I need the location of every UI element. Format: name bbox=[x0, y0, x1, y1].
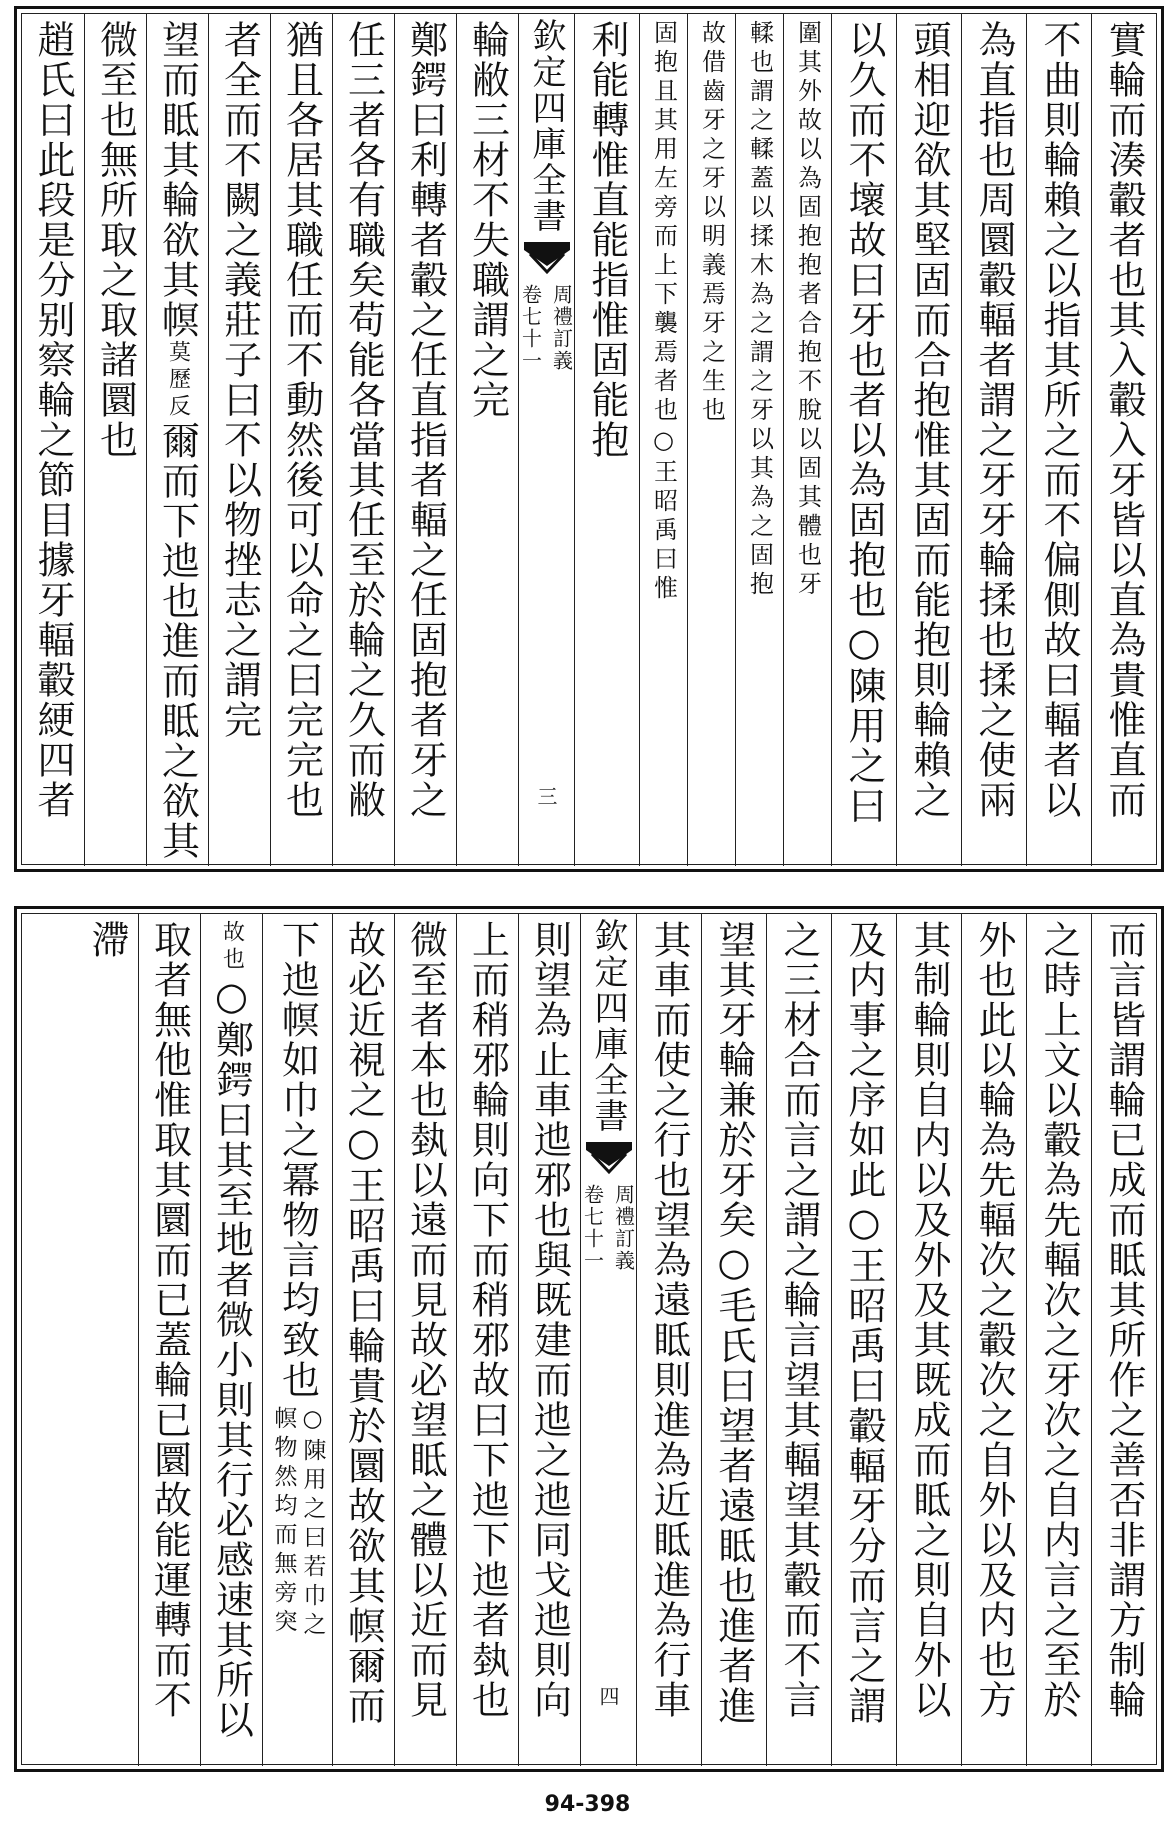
column-text: 取者無他惟取其圜而已蓋輪已圜故能運轉而不 bbox=[147, 920, 192, 1720]
book-title: 欽定四庫全書 bbox=[526, 18, 566, 234]
page-number: 四 bbox=[596, 1686, 620, 1706]
text-column bbox=[701, 914, 766, 1766]
text-column bbox=[200, 914, 262, 1766]
text-column bbox=[146, 14, 208, 866]
annotation-column bbox=[735, 14, 783, 866]
text-column bbox=[896, 14, 961, 866]
text-column bbox=[262, 914, 332, 1766]
text-column bbox=[22, 14, 84, 866]
column-text: 下迆幎如巾之冪物言均致也 bbox=[275, 920, 320, 1400]
volume-label: 卷七十一 bbox=[580, 1184, 605, 1272]
column-text: 利能轉惟直能指惟固能抱 bbox=[585, 20, 629, 460]
column-text: 之時上文以轂為先輻次之牙次之自内言之至於 bbox=[1037, 920, 1081, 1720]
header-subtitle bbox=[579, 1184, 639, 1272]
text-column bbox=[961, 914, 1026, 1766]
text-column bbox=[1026, 14, 1091, 866]
text-column bbox=[1026, 914, 1091, 1766]
text-column bbox=[76, 914, 138, 1766]
page-number: 三 bbox=[534, 786, 558, 806]
column-text: 及内事之序如此○王昭禹曰轂輻牙分而言之謂 bbox=[842, 920, 886, 1726]
fish-tail-mark-icon bbox=[524, 242, 570, 276]
column-text: 望而眡其輪欲其幎 bbox=[155, 20, 200, 340]
column-text: 之三材合而言之謂之輪言望其輻望其轂而不言 bbox=[777, 920, 821, 1720]
text-column bbox=[394, 14, 456, 866]
annotation-column bbox=[639, 14, 687, 866]
column-text: 而言皆謂輪已成而眡其所作之善否非謂方制輪 bbox=[1102, 920, 1146, 1720]
annotation-text: 幎物然均而無旁突 bbox=[270, 1406, 297, 1638]
annotation-text: ○陳用之曰若巾之 bbox=[299, 1406, 326, 1641]
text-column bbox=[1091, 14, 1156, 866]
annotation-text: 固抱且其用左旁而上下襲焉者也○王昭禹曰惟 bbox=[649, 20, 678, 604]
column-text: 其制輪則自内以及外及其既成而眡之則自外以 bbox=[907, 920, 951, 1720]
annotation-text: 故借齒牙之牙以明義焉牙之生也 bbox=[697, 20, 726, 426]
column-text: 外也此以輪為先輻次之轂次之自外以及内也方 bbox=[972, 920, 1016, 1720]
text-column bbox=[1091, 914, 1156, 1766]
annotation-text: 圍其外故以為固抱抱者合抱不脫以固其體也牙 bbox=[793, 20, 822, 600]
column-text: 趙氏曰此段是分别察輪之節目據牙輻轂綆四者 bbox=[31, 20, 75, 820]
column-text: 實輪而湊轂者也其入轂入牙皆以直為貴惟直而 bbox=[1102, 20, 1146, 820]
text-column bbox=[456, 914, 518, 1766]
column-text: 為直指也周圜轂輻者謂之牙牙輪揉也揉之使兩 bbox=[972, 20, 1016, 820]
text-column bbox=[574, 14, 639, 866]
column-text: ○鄭鍔曰其至地者微小則其行必感速其所以 bbox=[209, 974, 254, 1740]
center-fold bbox=[518, 14, 574, 866]
text-column bbox=[831, 14, 896, 866]
column-text: 上而稍邪輪則向下而稍邪故曰下迆下迆者埶也 bbox=[465, 920, 510, 1720]
text-column bbox=[270, 14, 332, 866]
text-column bbox=[332, 14, 394, 866]
text-column bbox=[831, 914, 896, 1766]
column-text: 滯 bbox=[85, 920, 129, 960]
volume-label: 卷七十一 bbox=[518, 284, 543, 372]
column-text: 則望為止車迆邪也與既建而迆之迆同戈迆則向 bbox=[527, 920, 572, 1720]
text-column bbox=[518, 914, 580, 1766]
bottom-columns bbox=[22, 914, 1156, 1766]
column-text: 不曲則輪賴之以指其所之而不偏側故曰輻者以 bbox=[1037, 20, 1081, 820]
text-column bbox=[332, 914, 394, 1766]
text-column bbox=[394, 914, 456, 1766]
top-page bbox=[0, 0, 1175, 880]
book-title: 欽定四庫全書 bbox=[588, 918, 628, 1134]
bottom-page bbox=[0, 900, 1175, 1780]
annotation-column bbox=[687, 14, 735, 866]
text-column bbox=[896, 914, 961, 1766]
column-text: 者全而不闕之義莊子曰不以物挫志之謂完 bbox=[217, 20, 262, 740]
header-subtitle bbox=[517, 284, 577, 372]
text-column bbox=[208, 14, 270, 866]
column-text: 微至也無所取之取諸圜也 bbox=[93, 20, 138, 460]
column-text: 爾而下迆也進而眡之欲其 bbox=[155, 421, 200, 861]
annotation-pair bbox=[272, 1400, 324, 1641]
column-text: 鄭鍔曰利轉者轂之任直指者輻之任固抱者牙之 bbox=[403, 20, 448, 820]
column-text: 以久而不壞故曰牙也者以為固抱也○陳用之曰 bbox=[842, 20, 886, 826]
text-column bbox=[84, 14, 146, 866]
text-column bbox=[961, 14, 1026, 866]
inline-note: 故也 bbox=[219, 920, 245, 974]
column-text: 望其牙輪兼於牙矣○毛氏曰望者遠眡也進者進 bbox=[712, 920, 756, 1726]
column-text: 輪敝三材不失職謂之完 bbox=[465, 20, 510, 420]
column-text: 微至者本也埶以遠而見故必望眡之體以近而見 bbox=[403, 920, 448, 1720]
work-title: 周禮訂義 bbox=[549, 284, 574, 372]
inline-note: 莫歷反 bbox=[165, 340, 191, 421]
fish-tail-mark-icon bbox=[586, 1142, 632, 1176]
column-text: 猶且各居其職任而不動然後可以命之曰完完也 bbox=[279, 20, 324, 820]
annotation-column bbox=[783, 14, 831, 866]
column-text: 任三者各有職矣苟能各當其任至於輪之久而敝 bbox=[341, 20, 386, 820]
column-text: 故必近視之○王昭禹曰輪貴於圜故欲其幎爾而 bbox=[341, 920, 386, 1726]
page-footer-number: 94-398 bbox=[544, 1792, 631, 1817]
top-columns bbox=[22, 14, 1156, 866]
text-column bbox=[636, 914, 701, 1766]
column-text: 其車而使之行也望為遠眡則進為近眡進為行車 bbox=[647, 920, 691, 1720]
center-fold bbox=[580, 914, 636, 1766]
work-title: 周禮訂義 bbox=[611, 1184, 636, 1272]
text-column bbox=[138, 914, 200, 1766]
annotation-text: 輮也謂之輮蓋以揉木為之謂之牙以其為之固抱 bbox=[745, 20, 774, 600]
text-column bbox=[456, 14, 518, 866]
text-column bbox=[766, 914, 831, 1766]
column-text: 頭相迎欲其堅固而合抱惟其固而能抱則輪賴之 bbox=[907, 20, 951, 820]
